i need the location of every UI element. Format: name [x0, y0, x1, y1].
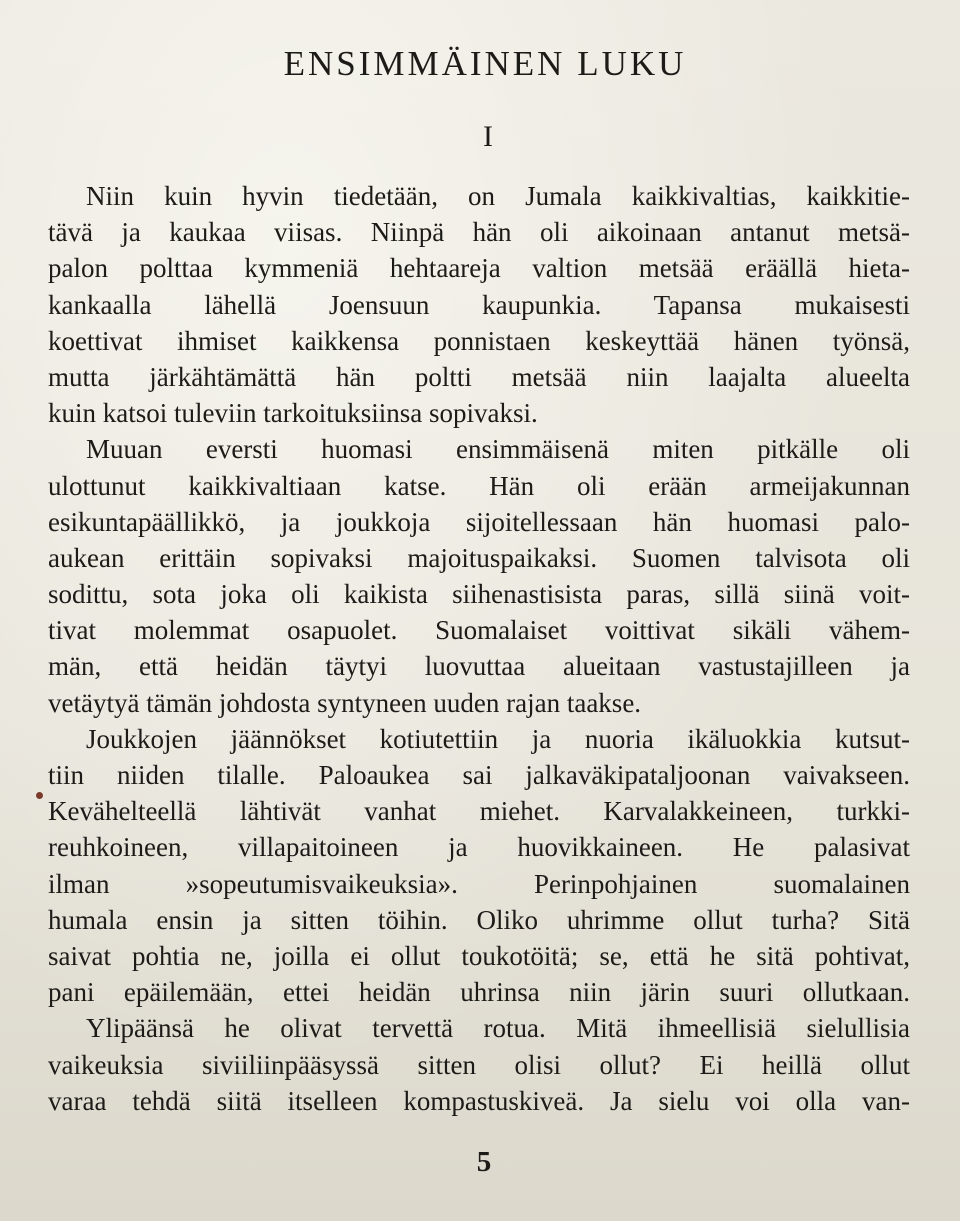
- text-line: ulottunut kaikkivaltiaan katse. Hän oli erään armeijakunnan: [48, 470, 910, 501]
- text-line: esikuntapäällikkö, ja joukkoja sijoitellessaan hän huomasi palo-: [48, 506, 910, 537]
- body-text: [48, 178, 910, 1119]
- text-line: tivat molemmat osapuolet. Suomalaiset voittivat sikäli vähem-: [48, 615, 910, 646]
- text-line: tävä ja kaukaa viisas. Niinpä hän oli aikoinaan antanut metsä-: [48, 217, 910, 248]
- text-line: saivat pohtia ne, joilla ei ollut toukotöitä; se, että he sitä pohtivat,: [48, 940, 910, 971]
- text-line: koettivat ihmiset kaikkensa ponnistaen keskeyttää hänen työnsä,: [48, 325, 910, 356]
- text-line: aukean erittäin sopivaksi majoituspaikaksi. Suomen talvisota oli: [48, 542, 910, 573]
- text-line: Joukkojen jäännökset kotiutettiin ja nuoria ikäluokkia kutsut-: [86, 723, 910, 754]
- ink-stain-mark: [36, 792, 43, 799]
- text-line: ilman »sopeutumisvaikeuksia». Perinpohjainen suomalainen: [48, 868, 910, 899]
- section-number: I: [483, 120, 493, 153]
- text-line: Kevähelteellä lähtivät vanhat miehet. Karvalakkeineen, turkki-: [48, 796, 910, 827]
- text-line: humala ensin ja sitten töihin. Oliko uhrimme ollut turha? Sitä: [48, 904, 910, 935]
- text-line: män, että heidän täytyi luovuttaa alueitaan vastustajilleen ja: [48, 651, 910, 682]
- chapter-title: ENSIMMÄINEN LUKU: [283, 44, 687, 83]
- text-line: reuhkoineen, villapaitoineen ja huovikkaineen. He palasivat: [48, 832, 910, 863]
- text-line: varaa tehdä siitä itselleen kompastuskiveä. Ja sielu voi olla van-: [48, 1085, 910, 1116]
- text-line: tiin niiden tilalle. Paloaukea sai jalkaväkipataljoonan vaivakseen.: [48, 760, 910, 790]
- text-line: pani epäilemään, ettei heidän uhrinsa niin järin suuri ollutkaan.: [48, 977, 910, 1008]
- text-line: vaikeuksia siviiliinpääsyssä sitten olisi ollut? Ei heillä ollut: [48, 1049, 910, 1080]
- text-line: palon polttaa kymmeniä hehtaareja valtion metsää eräällä hieta-: [48, 253, 910, 284]
- text-line: sodittu, sota joka oli kaikista siihenastisista paras, sillä siinä voit-: [48, 579, 910, 610]
- text-line: kuin katsoi tuleviin tarkoituksiinsa sopivaksi.: [48, 398, 538, 429]
- text-line: vetäytyä tämän johdosta syntyneen uuden rajan taakse.: [48, 687, 642, 718]
- text-line: mutta järkähtämättä hän poltti metsää niin laajalta alueelta: [48, 361, 910, 392]
- text-line: kankaalla lähellä Joensuun kaupunkia. Tapansa mukaisesti: [48, 289, 910, 320]
- text-line: Niin kuin hyvin tiedetään, on Jumala kaikkivaltias, kaikkitie-: [86, 181, 910, 211]
- text-line: Ylipäänsä he olivat tervettä rotua. Mitä ihmeellisiä sielullisia: [86, 1013, 910, 1044]
- page-number: 5: [476, 1146, 492, 1178]
- text-line: Muuan eversti huomasi ensimmäisenä miten pitkälle oli: [86, 434, 910, 465]
